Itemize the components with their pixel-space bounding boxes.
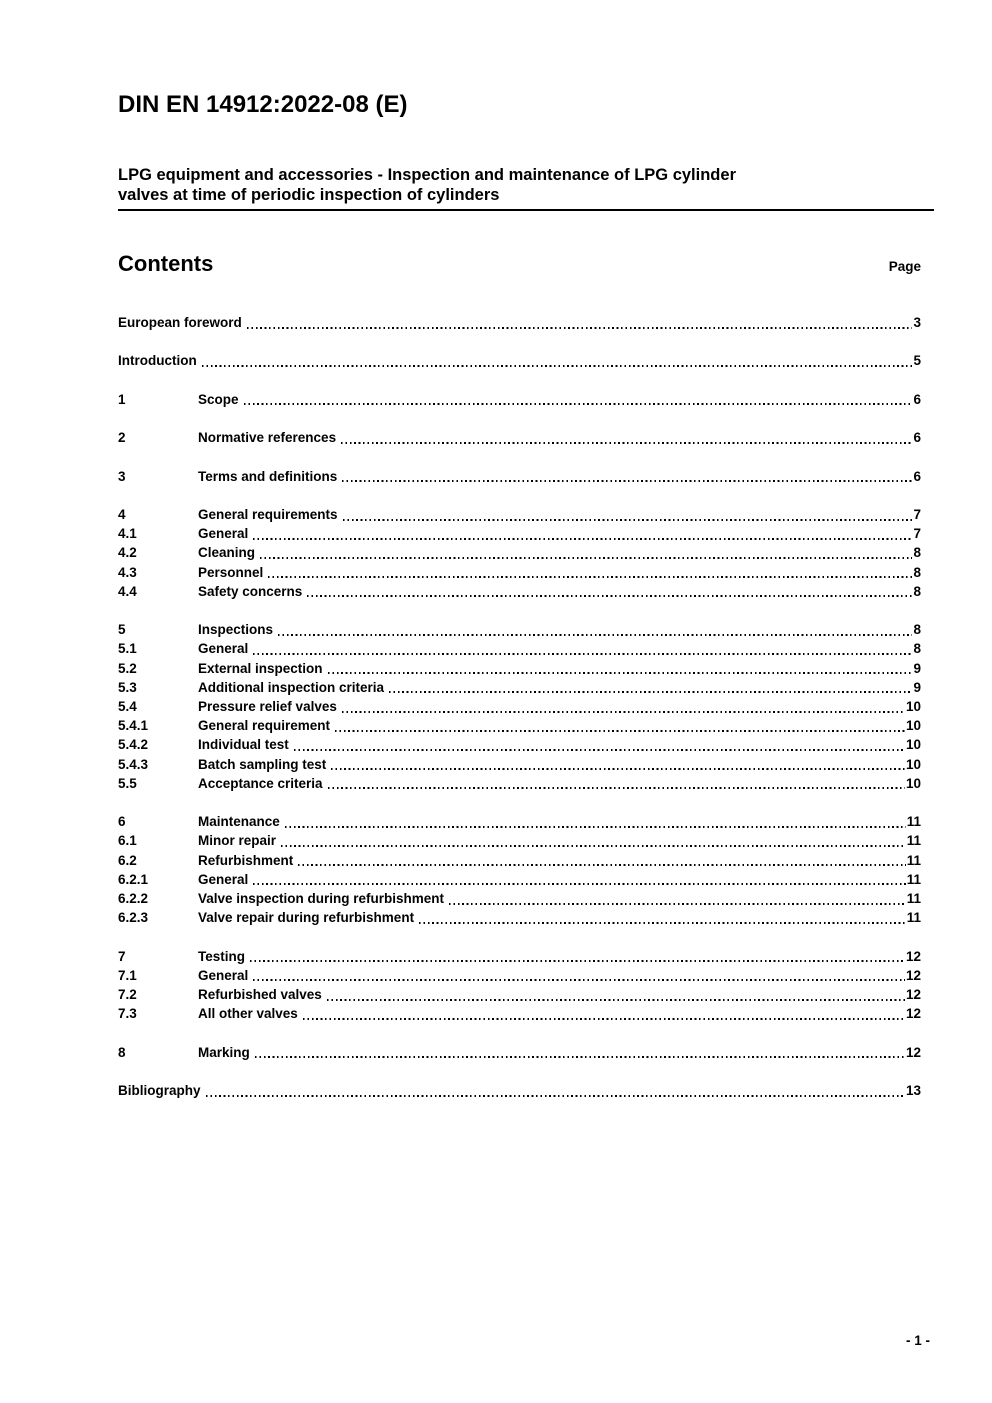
toc-group — [118, 505, 921, 601]
toc-entry-number: 6.1 — [118, 833, 137, 849]
toc-entry-page: 10 — [905, 698, 921, 714]
toc-entry — [118, 889, 921, 908]
toc-entry-label: General — [198, 526, 249, 542]
toc-entry-number: 4.3 — [118, 564, 137, 580]
toc-entry-number: 4.1 — [118, 526, 137, 542]
toc-entry — [118, 697, 921, 716]
toc-entry-label: Testing — [198, 948, 245, 964]
toc-entry-number: 2 — [118, 430, 126, 446]
toc-entry-page: 12 — [905, 967, 921, 983]
toc-dot-leader — [341, 442, 912, 444]
toc-entry-label: Introduction — [118, 353, 197, 369]
toc-entry-number: 6.2.2 — [118, 890, 149, 906]
toc-entry-page: 10 — [905, 718, 921, 734]
toc-entry — [118, 678, 921, 697]
toc-entry-page: 10 — [905, 756, 921, 772]
toc-entry-number: 4.2 — [118, 545, 137, 561]
toc-group — [118, 428, 921, 447]
toc-entry — [118, 812, 921, 831]
toc-entry — [118, 524, 921, 543]
toc-entry-number: 7.1 — [118, 967, 137, 983]
toc-entry-page: 7 — [913, 526, 921, 542]
toc-entry-page: 7 — [913, 506, 921, 522]
contents-header-row — [118, 251, 934, 277]
toc-entry — [118, 716, 921, 735]
toc-entry-page: 6 — [913, 468, 921, 484]
toc-group — [118, 620, 921, 793]
toc-entry — [118, 908, 921, 927]
toc-entry-page: 6 — [913, 391, 921, 407]
toc-dot-leader — [331, 768, 905, 770]
toc-entry — [118, 659, 921, 678]
document-subtitle — [118, 165, 934, 211]
toc-entry-number: 5.5 — [118, 775, 137, 791]
toc-entry — [118, 505, 921, 524]
toc-group — [118, 390, 921, 409]
toc-entry-label: Terms and definitions — [198, 468, 338, 484]
toc-dot-leader — [255, 1056, 905, 1058]
toc-entry-number: 5 — [118, 622, 126, 638]
toc-entry — [118, 1081, 921, 1100]
document-title: DIN EN 14912:2022-08 (E) — [118, 91, 408, 118]
toc-entry-label: Bibliography — [118, 1082, 201, 1098]
toc-dot-leader — [202, 365, 913, 367]
toc-entry-number: 1 — [118, 391, 126, 407]
toc-dot-leader — [206, 1095, 905, 1097]
toc-entry-page: 12 — [905, 986, 921, 1002]
toc — [118, 313, 934, 1100]
toc-entry-label: Maintenance — [198, 814, 280, 830]
toc-dot-leader — [278, 634, 912, 636]
toc-group — [118, 467, 921, 486]
toc-entry — [118, 870, 921, 889]
toc-entry-label: Individual test — [198, 737, 289, 753]
toc-entry-number: 4.4 — [118, 583, 137, 599]
toc-entry-label: Scope — [198, 391, 239, 407]
toc-entry-number: 6.2 — [118, 852, 137, 868]
toc-entry-label: General — [198, 967, 249, 983]
toc-dot-leader — [253, 653, 912, 655]
toc-entry — [118, 467, 921, 486]
toc-entry-label: Pressure relief valves — [198, 698, 337, 714]
toc-entry-page: 12 — [905, 1006, 921, 1022]
toc-group — [118, 351, 921, 370]
toc-entry — [118, 985, 921, 1004]
toc-dot-leader — [342, 480, 912, 482]
toc-entry-number: 6.2.3 — [118, 910, 149, 926]
toc-dot-leader — [328, 787, 905, 789]
toc-entry-label: European foreword — [118, 315, 242, 330]
toc-entry-label: Normative references — [198, 430, 337, 446]
document-content — [118, 90, 934, 1100]
toc-entry — [118, 351, 921, 370]
toc-group — [118, 1043, 921, 1062]
toc-entry-number: 6 — [118, 814, 126, 830]
toc-dot-leader — [268, 576, 912, 578]
toc-dot-leader — [253, 538, 912, 540]
toc-entry-label: Valve repair during refurbishment — [198, 910, 415, 926]
toc-dot-leader — [298, 864, 905, 866]
toc-dot-leader — [328, 672, 913, 674]
toc-entry-page: 6 — [913, 430, 921, 446]
toc-entry — [118, 620, 921, 639]
toc-entry-number: 6.2.1 — [118, 871, 149, 887]
toc-entry-label: Safety concerns — [198, 583, 303, 599]
toc-entry — [118, 1004, 921, 1023]
toc-entry-label: General requirement — [198, 718, 331, 734]
toc-entry-page: 8 — [913, 545, 921, 561]
toc-group — [118, 313, 921, 332]
toc-entry-page: 11 — [906, 871, 921, 887]
toc-entry-page: 9 — [913, 660, 921, 676]
toc-entry-number: 5.4.1 — [118, 718, 149, 734]
toc-entry-number: 5.4 — [118, 698, 137, 714]
toc-entry — [118, 774, 921, 793]
toc-dot-leader — [449, 903, 906, 905]
toc-dot-leader — [281, 845, 906, 847]
toc-entry-number: 5.1 — [118, 641, 137, 657]
toc-entry-label: Inspections — [198, 622, 274, 638]
toc-entry-page: 3 — [913, 315, 921, 330]
toc-entry-page: 10 — [905, 775, 921, 791]
toc-entry-label: Minor repair — [198, 833, 277, 849]
toc-entry-page: 10 — [905, 737, 921, 753]
toc-entry-page: 8 — [913, 641, 921, 657]
toc-entry-number: 5.4.3 — [118, 756, 149, 772]
toc-entry-page: 11 — [906, 852, 921, 868]
toc-entry — [118, 563, 921, 582]
toc-entry — [118, 639, 921, 658]
toc-group — [118, 947, 921, 1024]
toc-entry-number: 3 — [118, 468, 126, 484]
toc-dot-leader — [342, 711, 905, 713]
toc-dot-leader — [247, 327, 913, 329]
toc-entry-page: 11 — [906, 814, 921, 830]
toc-entry — [118, 582, 921, 601]
toc-dot-leader — [250, 960, 905, 962]
toc-entry-label: Valve inspection during refurbishment — [198, 890, 445, 906]
toc-entry-number: 5.2 — [118, 660, 137, 676]
toc-entry — [118, 831, 921, 850]
toc-dot-leader — [343, 519, 913, 521]
toc-dot-leader — [419, 922, 906, 924]
toc-entry-number: 7.3 — [118, 1006, 137, 1022]
contents-heading: Contents — [118, 251, 214, 276]
toc-entry-label: General requirements — [198, 506, 338, 522]
page-number-footer: - 1 - — [905, 1333, 930, 1348]
toc-dot-leader — [335, 730, 905, 732]
toc-dot-leader — [285, 826, 906, 828]
toc-entry — [118, 851, 921, 870]
toc-dot-leader — [260, 557, 912, 559]
toc-entry — [118, 966, 921, 985]
toc-entry-page: 11 — [906, 910, 921, 926]
toc-entry-page: 11 — [906, 890, 921, 906]
toc-entry — [118, 1043, 921, 1062]
toc-dot-leader — [307, 595, 912, 597]
toc-entry — [118, 390, 921, 409]
toc-entry — [118, 313, 921, 332]
toc-entry-label: Cleaning — [198, 545, 256, 561]
toc-entry-page: 8 — [913, 583, 921, 599]
toc-entry — [118, 543, 921, 562]
toc-entry-number: 7.2 — [118, 986, 137, 1002]
toc-entry-label: Refurbishment — [198, 852, 294, 868]
toc-dot-leader — [294, 749, 905, 751]
toc-dot-leader — [253, 883, 905, 885]
toc-entry-label: General — [198, 641, 249, 657]
toc-entry-page: 13 — [905, 1082, 921, 1098]
toc-entry-number: 4 — [118, 506, 126, 522]
toc-dot-leader — [303, 1018, 905, 1020]
toc-entry-label: General — [198, 871, 249, 887]
toc-entry-number: 5.4.2 — [118, 737, 149, 753]
toc-entry — [118, 735, 921, 754]
toc-entry-page: 5 — [913, 353, 921, 369]
toc-dot-leader — [389, 691, 912, 693]
toc-entry-label: Acceptance criteria — [198, 775, 323, 791]
toc-group — [118, 812, 921, 927]
toc-entry-number: 5.3 — [118, 679, 137, 695]
toc-entry — [118, 755, 921, 774]
toc-entry-label: Additional inspection criteria — [198, 679, 385, 695]
toc-dot-leader — [253, 979, 905, 981]
document-subtitle-line1: LPG equipment and accessories - Inspection and maintenance of LPG cylinder — [118, 166, 736, 184]
document-subtitle-line2: valves at time of periodic inspection of cylinders — [118, 186, 500, 204]
toc-entry-label: External inspection — [198, 660, 323, 676]
toc-entry-label: All other valves — [198, 1006, 298, 1022]
toc-entry — [118, 428, 921, 447]
toc-group — [118, 1081, 921, 1100]
toc-entry-page: 12 — [905, 1044, 921, 1060]
toc-entry-label: Batch sampling test — [198, 756, 327, 772]
toc-entry-page: 9 — [913, 679, 921, 695]
toc-dot-leader — [244, 403, 913, 405]
toc-entry-page: 12 — [905, 948, 921, 964]
page-column-label: Page — [888, 259, 921, 274]
toc-entry-number: 8 — [118, 1044, 126, 1060]
toc-entry-label: Refurbished valves — [198, 986, 322, 1002]
toc-entry-label: Marking — [198, 1044, 250, 1060]
toc-dot-leader — [327, 999, 905, 1001]
toc-entry-page: 8 — [913, 564, 921, 580]
toc-entry-page: 11 — [906, 833, 921, 849]
toc-entry-label: Personnel — [198, 564, 264, 580]
toc-entry — [118, 947, 921, 966]
toc-entry-number: 7 — [118, 948, 126, 964]
toc-entry-page: 8 — [913, 622, 921, 638]
